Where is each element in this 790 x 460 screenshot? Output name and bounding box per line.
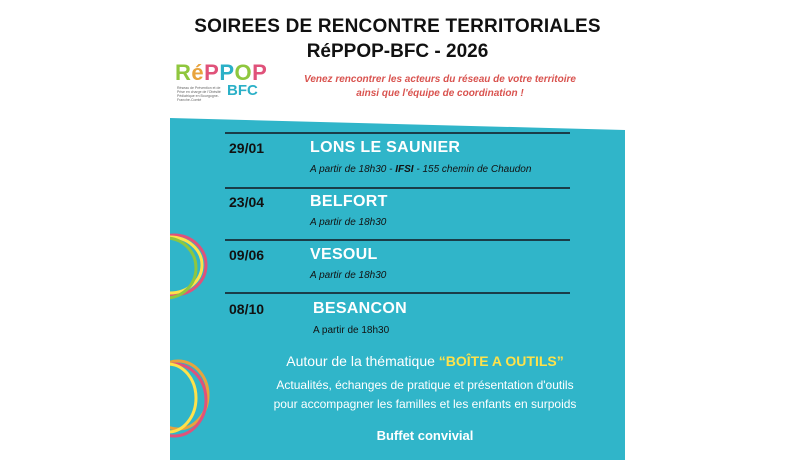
event-city: BELFORT bbox=[310, 193, 388, 210]
event-date: 09/06 bbox=[229, 247, 265, 263]
event-venue: IFSI bbox=[395, 164, 414, 175]
event-divider bbox=[225, 132, 570, 134]
reppop-logo bbox=[175, 60, 268, 110]
theme-description bbox=[225, 376, 625, 414]
theme-line: Autour de la thématique “BOÎTE A OUTILS” bbox=[286, 353, 564, 369]
event-time: A partir de 18h30 bbox=[310, 270, 387, 281]
event-divider bbox=[225, 239, 570, 241]
event-date: 23/04 bbox=[229, 194, 265, 210]
event-divider bbox=[225, 292, 570, 294]
intro-line1: Venez rencontrer les acteurs du réseau de votre territoire bbox=[304, 74, 576, 85]
event-city: BESANCON bbox=[313, 300, 407, 317]
flyer bbox=[170, 0, 625, 460]
logo-suffix: BFC bbox=[227, 82, 258, 99]
logo-small-text: Réseau de Prévention et de Prise en charge de l'Obésité Pédiatrique en Bourgogne-Franche-Comté bbox=[177, 86, 221, 102]
desc-line1: Actualités, échanges de pratique et présentation d'outils bbox=[276, 378, 574, 392]
flyer-title-line2: RéPPOP-BFC - 2026 bbox=[306, 41, 489, 62]
buffet-text: Buffet convivial bbox=[376, 428, 474, 443]
flyer-title-line1: SOIREES DE RENCONTRE TERRITORIALES bbox=[194, 16, 601, 37]
event-divider bbox=[225, 187, 570, 189]
event-time: A partir de 18h30 bbox=[313, 325, 390, 336]
intro-line2: ainsi que l'équipe de coordination ! bbox=[356, 88, 524, 99]
event-date: 08/10 bbox=[229, 301, 265, 317]
intro-text bbox=[255, 73, 625, 101]
event-time: A partir de 18h30 - IFSI - 155 chemin de Chaudon bbox=[310, 164, 532, 175]
event-date: 29/01 bbox=[229, 140, 265, 156]
event-city: VESOUL bbox=[310, 246, 378, 263]
event-city: LONS LE SAUNIER bbox=[310, 139, 461, 156]
decorative-rings bbox=[170, 220, 224, 460]
event-time: A partir de 18h30 bbox=[310, 217, 387, 228]
theme-highlight: “BOÎTE A OUTILS” bbox=[438, 353, 564, 369]
desc-line2: pour accompagner les familles et les enfants en surpoids bbox=[273, 397, 577, 411]
logo-wordmark: RéPPOP bbox=[175, 60, 268, 85]
